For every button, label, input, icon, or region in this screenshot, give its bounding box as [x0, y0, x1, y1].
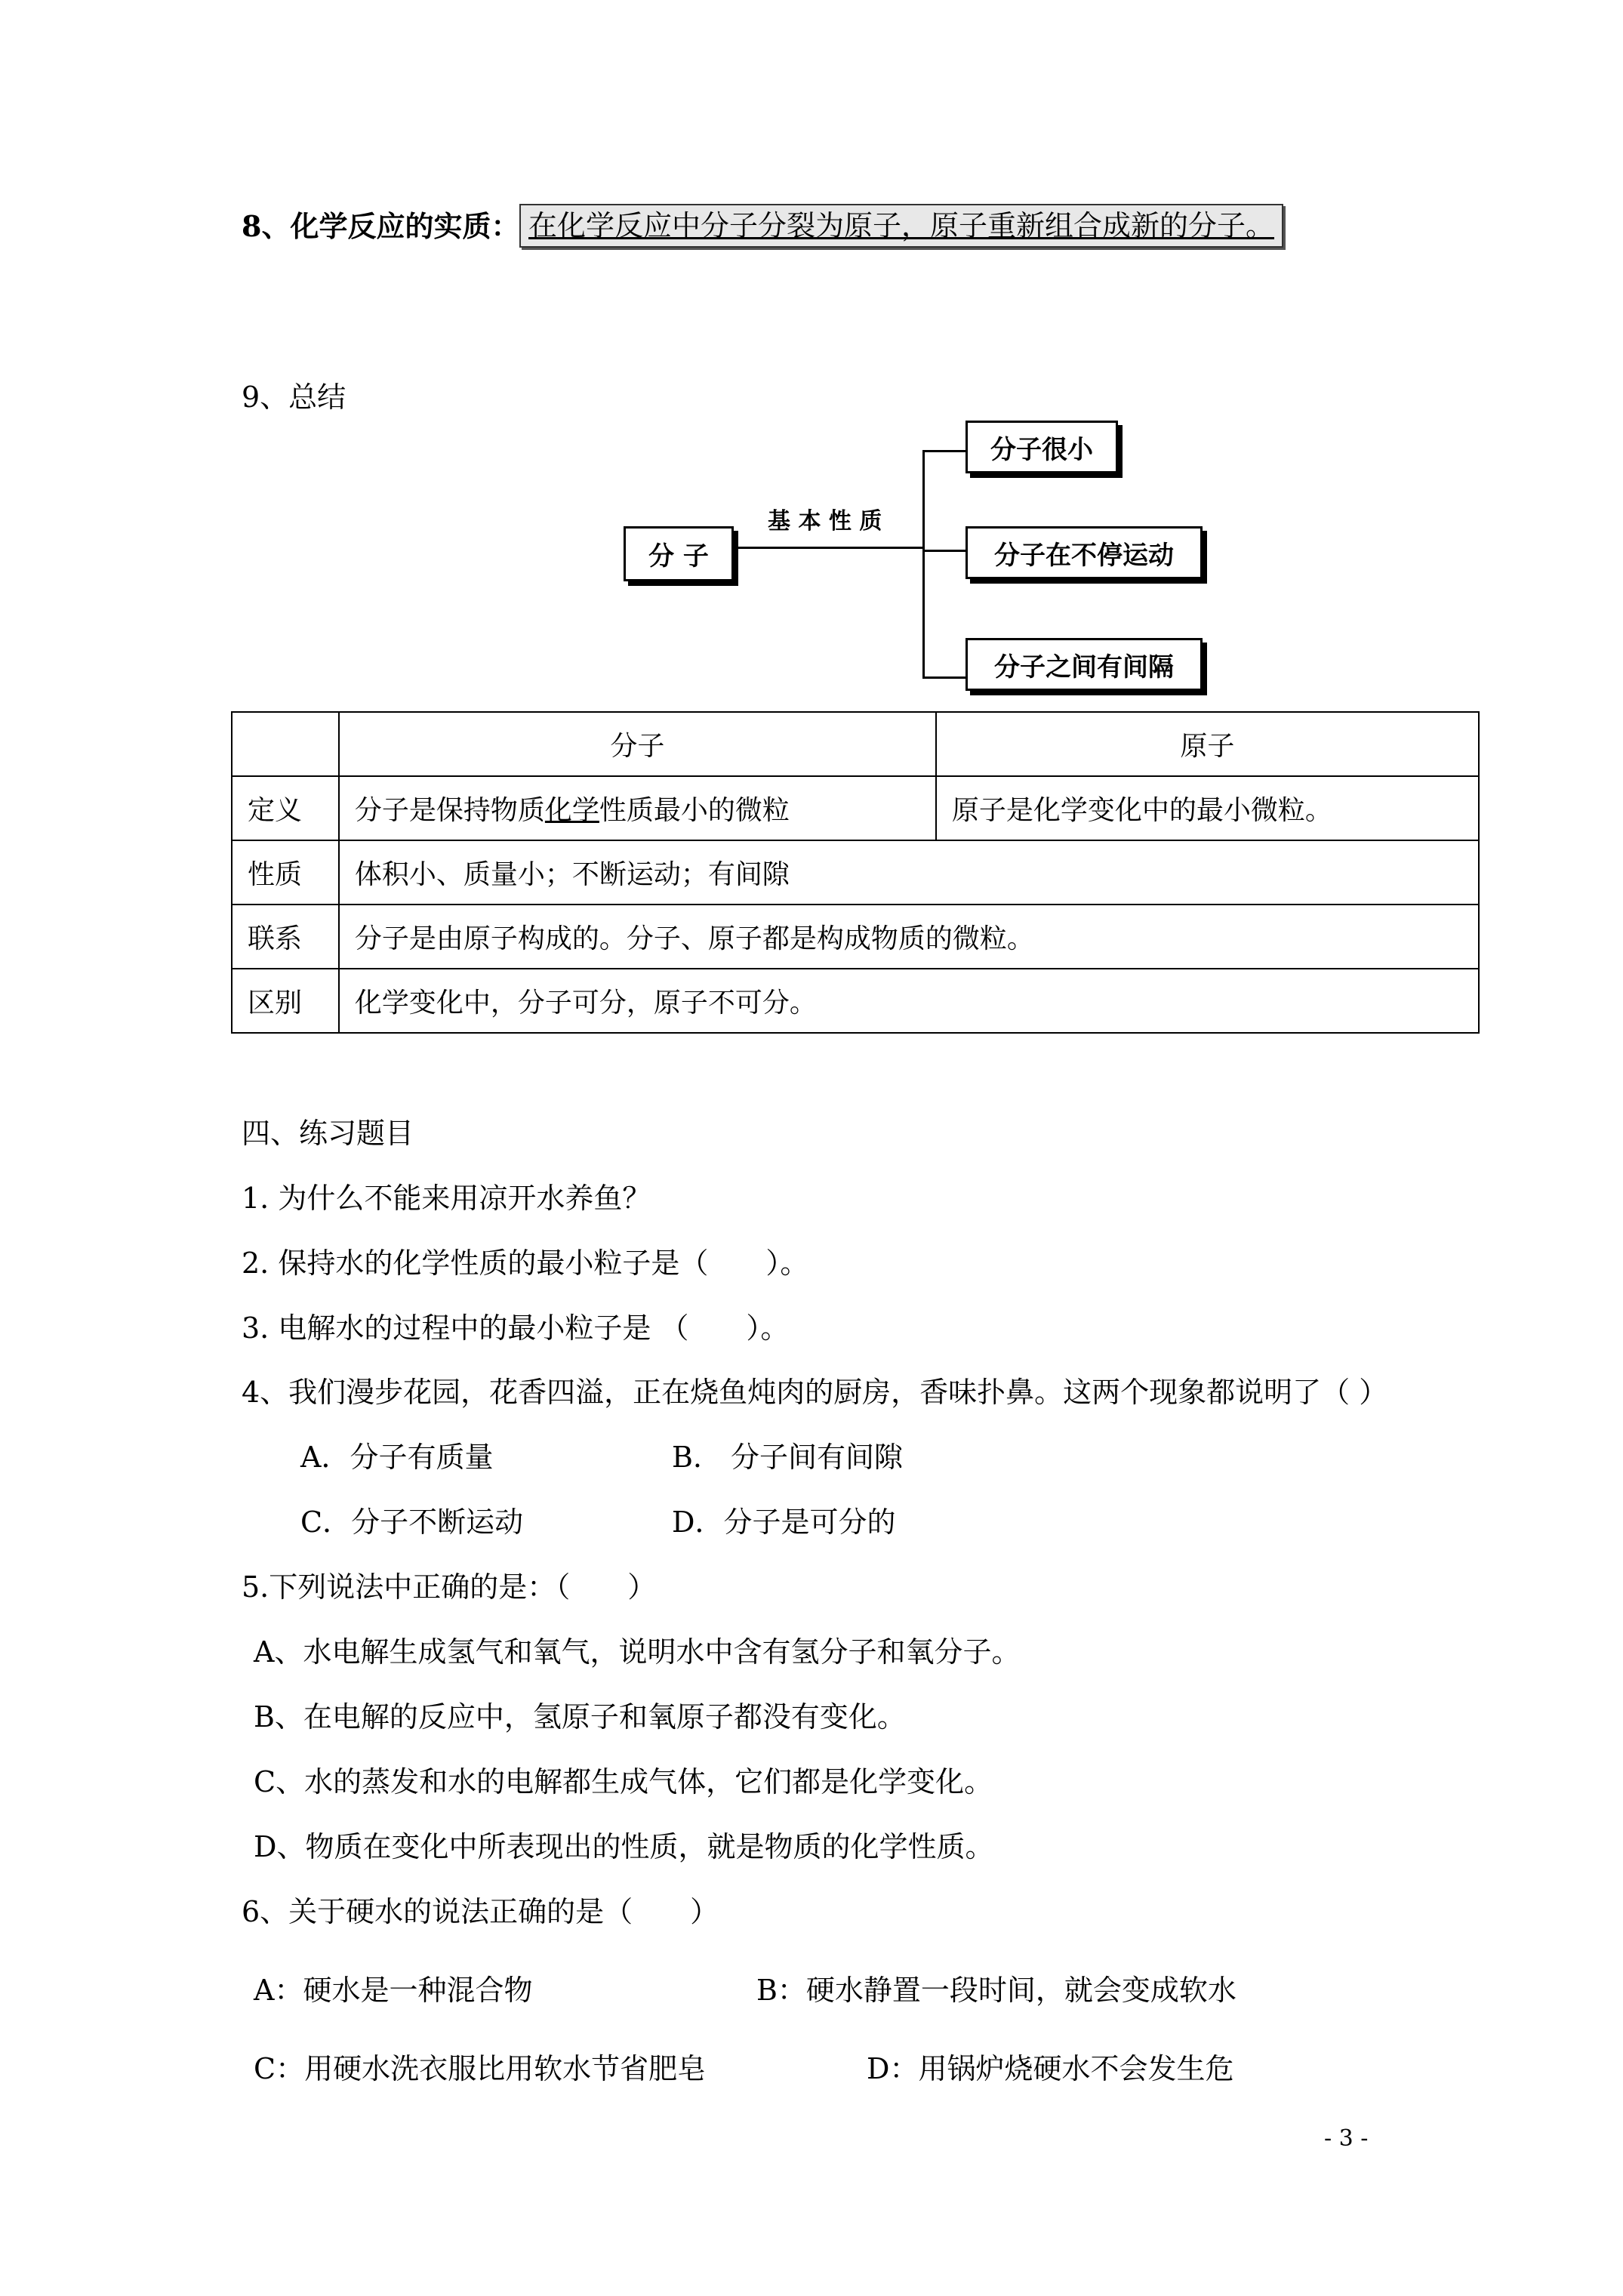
- question-5-option-a: A、水电解生成氢气和氧气，说明水中含有氢分子和氧分子。: [254, 1635, 1021, 1669]
- question-4-option-d: D．分子是可分的: [672, 1505, 896, 1539]
- diagram-connector-2: [922, 550, 966, 552]
- summary-table: [231, 711, 1480, 1034]
- question-5-option-d: D、物质在变化中所表现出的性质，就是物质的化学性质。: [254, 1830, 994, 1863]
- diagram-connector-1: [922, 450, 966, 452]
- relation-cell: 分子是由原子构成的。分子、原子都是构成物质的微粒。: [339, 905, 1479, 969]
- diagram-edge-label: 基 本 性 质: [768, 508, 882, 535]
- diagram-connector-root: [737, 547, 924, 549]
- table-header-molecule: 分子: [339, 712, 936, 776]
- question-4-option-a: A．分子有质量: [300, 1441, 494, 1474]
- table-row-relation: [232, 905, 1479, 969]
- question-2: 2. 保持水的化学性质的最小粒子是（ ）。: [242, 1247, 809, 1280]
- table-header-row: [232, 712, 1479, 776]
- row-label-relation: 联系: [232, 905, 339, 969]
- definition-molecule-text-b: 性质最小的微粒: [599, 795, 790, 826]
- question-4-option-c: C．分子不断运动: [300, 1505, 524, 1539]
- definition-molecule-text-a: 分子是保持物质: [354, 795, 545, 826]
- question-5-option-c: C、水的蒸发和水的电解都生成气体，它们都是化学变化。: [254, 1765, 993, 1798]
- diagram-root-box: 分 子: [624, 526, 734, 581]
- question-1: 1. 为什么不能来用凉开水养鱼？: [242, 1182, 651, 1215]
- definition-molecule-cell: [339, 776, 936, 840]
- table-header-atom: 原子: [936, 712, 1479, 776]
- table-row-difference: [232, 969, 1479, 1033]
- row-label-properties: 性质: [232, 840, 339, 905]
- diagram-child-1-box: 分子很小: [965, 421, 1118, 473]
- diagram-child-3-box: 分子之间有间隔: [965, 638, 1203, 691]
- properties-cell: 体积小、质量小；不断运动；有间隙: [339, 840, 1479, 905]
- definition-molecule-underlined: 化学: [544, 795, 599, 826]
- question-6-option-c: C：用硬水洗衣服比用软水节省肥皂: [254, 2052, 707, 2085]
- question-5-stem: 5.下列说法中正确的是：（ ）: [242, 1570, 657, 1604]
- question-6-option-a: A：硬水是一种混合物: [254, 1974, 533, 2007]
- section-9-heading: 9、总结: [242, 381, 346, 414]
- row-label-difference: 区别: [232, 969, 339, 1033]
- question-6-option-d: D：用锅炉烧硬水不会发生危: [867, 2052, 1234, 2085]
- question-3: 3. 电解水的过程中的最小粒子是 （ ）。: [242, 1311, 790, 1345]
- page-number: - 3 -: [1324, 2125, 1369, 2152]
- section-8-heading: 8、化学反应的实质：: [242, 209, 520, 243]
- question-6-option-b: B：硬水静置一段时间，就会变成软水: [756, 1974, 1236, 2007]
- question-6-stem: 6、关于硬水的说法正确的是（ ）: [242, 1895, 719, 1928]
- exercises-heading: 四、练习题目: [242, 1117, 414, 1150]
- difference-cell: 化学变化中，分子可分，原子不可分。: [339, 969, 1479, 1033]
- diagram-child-2-box: 分子在不停运动: [965, 526, 1203, 579]
- row-label-definition: 定义: [232, 776, 339, 840]
- section-8-answer: 在化学反应中分子分裂为原子，原子重新组合成新的分子。: [519, 204, 1283, 248]
- table-row-properties: [232, 840, 1479, 905]
- question-4-option-b: B. 分子间有间隙: [672, 1441, 904, 1474]
- definition-atom-cell: 原子是化学变化中的最小微粒。: [936, 776, 1479, 840]
- diagram-connector-3: [922, 676, 966, 679]
- table-header-empty: [232, 712, 339, 776]
- diagram-connector-vertical: [922, 450, 925, 678]
- table-row-definition: [232, 776, 1479, 840]
- question-4-stem: 4、我们漫步花园，花香四溢，正在烧鱼炖肉的厨房，香味扑鼻。这两个现象都说明了（ ）: [242, 1376, 1388, 1409]
- question-5-option-b: B、在电解的反应中，氢原子和氧原子都没有变化。: [254, 1700, 906, 1734]
